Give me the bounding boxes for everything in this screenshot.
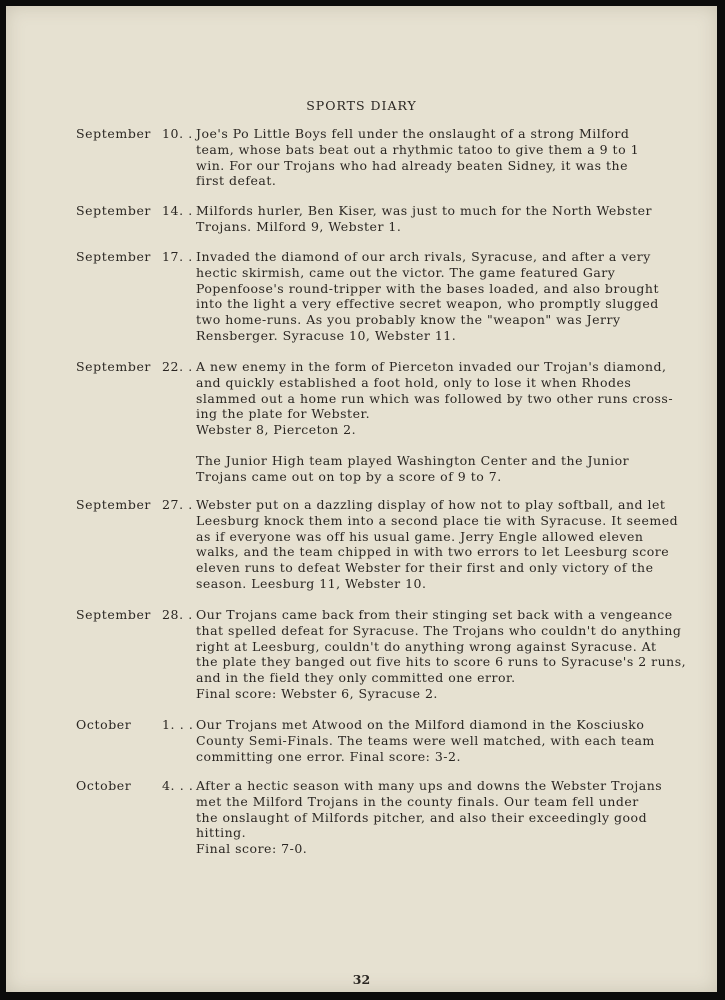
text-line: and in the field they only committed one error. (196, 670, 516, 686)
entry-text (196, 717, 701, 764)
entry-month: October (76, 717, 132, 732)
entry-month: September (76, 359, 152, 374)
entry-month: September (76, 126, 152, 141)
text-line: committing one error. Final score: 3-2. (196, 748, 461, 764)
entry-month: September (76, 203, 152, 218)
text-line: After a hectic season with many ups and downs the Webster Trojans (196, 778, 663, 793)
text-line: Final score: Webster 6, Syracuse 2. (196, 685, 438, 701)
entry-paragraph (196, 778, 701, 857)
entry-month: September (76, 249, 152, 264)
text-line: win. For our Trojans who had already beaten Sidney, it was the (196, 157, 628, 173)
text-line: A new enemy in the form of Pierceton invaded our Trojan's diamond, (196, 359, 667, 374)
text-line: Webster put on a dazzling display of how not to play softball, and let (196, 497, 666, 512)
text-line: Webster 8, Pierceton 2. (196, 422, 357, 438)
entry-day: 17. . (162, 249, 193, 264)
text-line: slammed out a home run which was followed by two other runs cross- (196, 390, 674, 406)
entry-text (196, 778, 701, 857)
entry-paragraph (196, 249, 701, 344)
text-line: that spelled defeat for Syracuse. The Trojans who couldn't do anything (196, 622, 682, 638)
text-line: into the light a very effective secret weapon, who promptly slugged (196, 296, 659, 312)
text-line: County Semi-Finals. The teams were well matched, with each team (196, 732, 655, 748)
entry-paragraph (196, 717, 701, 764)
text-line: Popenfoose's round-tripper with the bases loaded, and also brought (196, 280, 660, 296)
text-line: met the Milford Trojans in the county finals. Our team fell under (196, 793, 639, 809)
text-line: hitting. (196, 825, 247, 841)
text-line: The Junior High team played Washington Center and the Junior (196, 452, 630, 468)
entry-text (196, 126, 701, 189)
text-line: the plate they banged out five hits to score 6 runs to Syracuse's 2 runs, (196, 654, 687, 670)
page-title: SPORTS DIARY (306, 98, 417, 113)
entry-paragraph (196, 203, 701, 235)
text-line: Joe's Po Little Boys fell under the onslaught of a strong Milford (196, 126, 630, 141)
page-number: 32 (352, 972, 371, 987)
text-line: first defeat. (196, 173, 277, 189)
text-line: Our Trojans came back from their stinging set back with a vengeance (196, 607, 673, 622)
entry-month: September (76, 497, 152, 512)
entry-day: 4. . . (162, 778, 194, 793)
entry-day: 27. . (162, 497, 193, 512)
entry-month: September (76, 607, 152, 622)
entry-day: 22. . (162, 359, 193, 374)
text-line: season. Leesburg 11, Webster 10. (196, 575, 427, 591)
text-line: two home-runs. As you probably know the "weapon" was Jerry (196, 312, 621, 328)
entry-paragraph (196, 607, 701, 702)
entry-text (196, 497, 701, 592)
text-line: and quickly established a foot hold, only to lose it when Rhodes (196, 374, 632, 390)
text-line: hectic skirmish, came out the victor. The game featured Gary (196, 264, 616, 280)
entry-day: 14. . (162, 203, 193, 218)
text-line: Invaded the diamond of our arch rivals, Syracuse, and after a very (196, 249, 651, 264)
text-line: Leesburg knock them into a second place tie with Syracuse. It seemed (196, 512, 679, 528)
entry-day: 1. . . (162, 717, 194, 732)
text-line: as if everyone was off his usual game. Jerry Engle allowed eleven (196, 528, 644, 544)
entry-text (196, 249, 701, 344)
entry-day: 10. . (162, 126, 193, 141)
text-line: Final score: 7-0. (196, 841, 308, 857)
entry-paragraph (196, 453, 701, 485)
text-line: Our Trojans met Atwood on the Milford diamond in the Kosciusko (196, 717, 645, 732)
entry-paragraph (196, 126, 701, 189)
entry-text (196, 607, 701, 702)
text-line: Rensberger. Syracuse 10, Webster 11. (196, 327, 457, 343)
text-line: ing the plate for Webster. (196, 406, 371, 422)
text-line: walks, and the team chipped in with two errors to let Leesburg score (196, 544, 670, 560)
entry-text (196, 359, 701, 485)
text-line: the onslaught of Milfords pitcher, and also their exceedingly good (196, 809, 648, 825)
entry-day: 28. . (162, 607, 193, 622)
text-line: Trojans. Milford 9, Webster 1. (196, 218, 402, 234)
text-line: Trojans came out on top by a score of 9 to 7. (196, 468, 502, 484)
entry-paragraph (196, 497, 701, 592)
text-line: eleven runs to defeat Webster for their first and only victory of the (196, 560, 654, 576)
document-page (6, 6, 717, 992)
text-line: right at Leesburg, couldn't do anything wrong against Syracuse. At (196, 638, 657, 654)
entry-month: October (76, 778, 132, 793)
text-line: team, whose bats beat out a rhythmic tatoo to give them a 9 to 1 (196, 141, 640, 157)
entry-text (196, 203, 701, 235)
entry-paragraph (196, 359, 701, 438)
text-line: Milfords hurler, Ben Kiser, was just to much for the North Webster (196, 203, 653, 218)
